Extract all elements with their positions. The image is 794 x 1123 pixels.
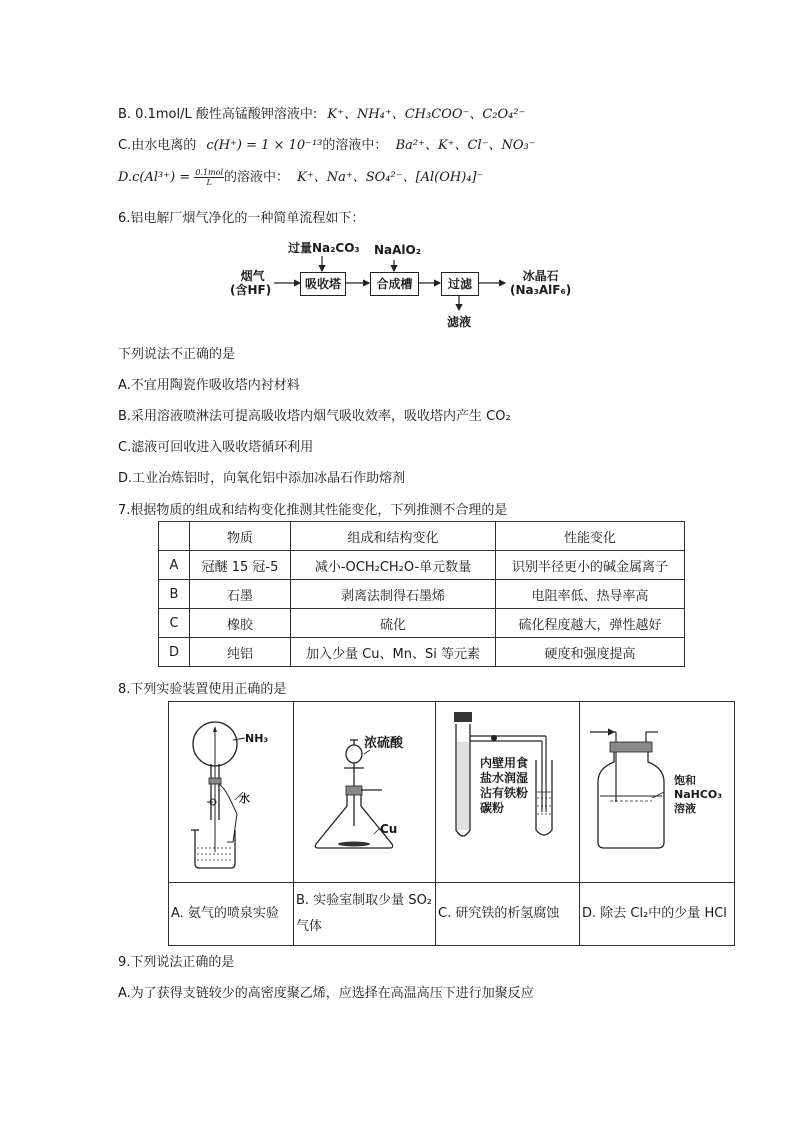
table-cell: 减小-OCH₂CH₂O-单元数量 [291, 551, 496, 580]
flow-box-synthesis-tank: 合成槽 [370, 272, 419, 296]
flow-box-absorption-tower: 吸收塔 [300, 272, 346, 296]
label-nahco3-line: NaHCO₃ [674, 788, 723, 801]
q5-option-d-prefix: D.c(Al³⁺) = [118, 170, 191, 185]
apparatus-caption-row [169, 883, 735, 946]
table-header-cell: 物质 [190, 522, 291, 551]
caption-d: D. 除去 Cl₂中的少量 HCl [582, 906, 727, 921]
q5-option-c [118, 134, 536, 153]
q7-table [158, 521, 685, 667]
apparatus-d-cell [580, 702, 735, 883]
table-cell: 剥离法制得石墨烯 [291, 580, 496, 609]
q5-option-d [118, 166, 483, 187]
apparatus-a-cell [169, 702, 294, 883]
q5-option-d-frac-num: 0.1mol [195, 168, 223, 177]
table-cell: 硫化 [291, 609, 496, 638]
caption-b: B. 实验室制取少量 SO₂气体 [296, 893, 433, 934]
q5-option-c-prefix: C.由水电离的 [118, 138, 197, 153]
q8-stem: 8.下列实验装置使用正确的是 [118, 682, 287, 697]
q5-option-d-ions: K⁺、Na⁺、SO₄²⁻、[Al(OH)₄]⁻ [297, 170, 484, 185]
label-corrosion-line: 碳粉 [480, 801, 505, 815]
caption-cell [294, 883, 436, 946]
label-nh3: NH₃ [245, 732, 269, 745]
table-cell: 石墨 [190, 580, 291, 609]
q5-option-c-suffix: 的溶液中： [322, 138, 388, 153]
q8-apparatus-table [168, 701, 735, 946]
label-nahco3-solution [674, 774, 722, 816]
caption-cell [580, 883, 735, 946]
flow-product [510, 269, 571, 297]
label-corrosion-line: 盐水润湿 [480, 771, 529, 785]
table-cell: B [159, 580, 190, 609]
table-cell: C [159, 609, 190, 638]
label-corrosion-line: 沾有铁粉 [480, 786, 529, 800]
label-conc-sulfuric-acid: 浓硫酸 [364, 736, 404, 751]
q5-option-b-ions: K⁺、NH₄⁺、CH₃COO⁻、C₂O₄²⁻ [327, 107, 526, 122]
caption-a: A. 氨气的喷泉实验 [171, 906, 279, 921]
table-cell: 识别半径更小的碱金属离子 [496, 551, 685, 580]
flow-input [230, 269, 272, 297]
label-cu: Cu [380, 822, 398, 836]
q5-option-d-suffix: 的溶液中： [224, 170, 290, 185]
table-cell: 硫化程度越大，弹性越好 [496, 609, 685, 638]
q5-option-d-fraction [194, 168, 224, 187]
flow-box-filtration: 过滤 [441, 272, 479, 296]
table-row [159, 609, 685, 638]
q6-stem: 6.铝电解厂烟气净化的一种简单流程如下： [118, 211, 365, 226]
table-cell: 冠醚 15 冠-5 [190, 551, 291, 580]
q5-option-b-prefix: B. 0.1mol/L 酸性高锰酸钾溶液中: [118, 107, 318, 122]
table-row [159, 551, 685, 580]
label-nahco3-line: 溶液 [674, 802, 696, 815]
table-cell: 橡胶 [190, 609, 291, 638]
q5-option-c-expr: c(H⁺) = 1 × 10⁻¹³ [206, 138, 323, 153]
q6-option-d: D.工业冶炼铝时，向氧化铝中添加冰晶石作助熔剂 [118, 471, 406, 486]
table-row [159, 580, 685, 609]
q6-option-b: B.采用溶液喷淋法可提高吸收塔内烟气吸收效率，吸收塔内产生 CO₂ [118, 409, 511, 424]
table-cell: A [159, 551, 190, 580]
fountain-apparatus-diagram [169, 702, 293, 878]
apparatus-b-cell [294, 702, 436, 883]
q5-option-d-frac-den: L [206, 178, 212, 187]
flow-product-line2: (Na₃AlF₆) [510, 283, 572, 297]
so2-generator-diagram [294, 702, 435, 878]
flow-input-line1: 烟气 [240, 269, 265, 283]
q6-option-c: C.滤液可回收进入吸收塔循环利用 [118, 440, 314, 455]
table-cell: 电阻率低、热导率高 [496, 580, 685, 609]
apparatus-image-row [169, 702, 735, 883]
table-header-cell: 性能变化 [496, 522, 685, 551]
table-header-row [159, 522, 685, 551]
table-cell: 硬度和强度提高 [496, 638, 685, 667]
table-header-cell [159, 522, 190, 551]
label-nahco3-line: 饱和 [674, 774, 696, 787]
q5-option-c-ions: Ba²⁺、K⁺、Cl⁻、NO₃⁻ [395, 138, 536, 153]
table-row [159, 638, 685, 667]
caption-c: C. 研究铁的析氢腐蚀 [438, 906, 560, 921]
flow-filtrate: 滤液 [447, 315, 472, 329]
table-header-cell: 组成和结构变化 [291, 522, 496, 551]
label-water: 水 [239, 792, 250, 805]
q6-flowchart [228, 238, 572, 334]
caption-cell [436, 883, 580, 946]
table-cell: 加入少量 Cu、Mn、Si 等元素 [291, 638, 496, 667]
q9-stem: 9.下列说法正确的是 [118, 955, 235, 970]
flow-reagent-na2co3: 过量Na₂CO₃ [288, 241, 360, 255]
label-corrosion-line: 内壁用食 [480, 756, 529, 770]
q5-option-b [118, 103, 525, 122]
q9-option-a: A.为了获得支链较少的高密度聚乙烯，应选择在高温高压下进行加聚反应 [118, 986, 534, 1001]
flow-input-line2: (含HF) [230, 283, 272, 297]
caption-cell [169, 883, 294, 946]
flow-reagent-naalo2: NaAlO₂ [374, 243, 421, 257]
table-cell: 纯铝 [190, 638, 291, 667]
table-cell: D [159, 638, 190, 667]
flow-product-line1: 冰晶石 [522, 269, 559, 283]
q6-option-a: A.不宜用陶瓷作吸收塔内衬材料 [118, 378, 300, 393]
q7-stem: 7.根据物质的组成和结构变化推测其性能变化，下列推测不合理的是 [118, 503, 508, 518]
apparatus-c-cell [436, 702, 580, 883]
q6-question: 下列说法不正确的是 [118, 347, 236, 362]
label-corrosion-setup [480, 756, 528, 816]
